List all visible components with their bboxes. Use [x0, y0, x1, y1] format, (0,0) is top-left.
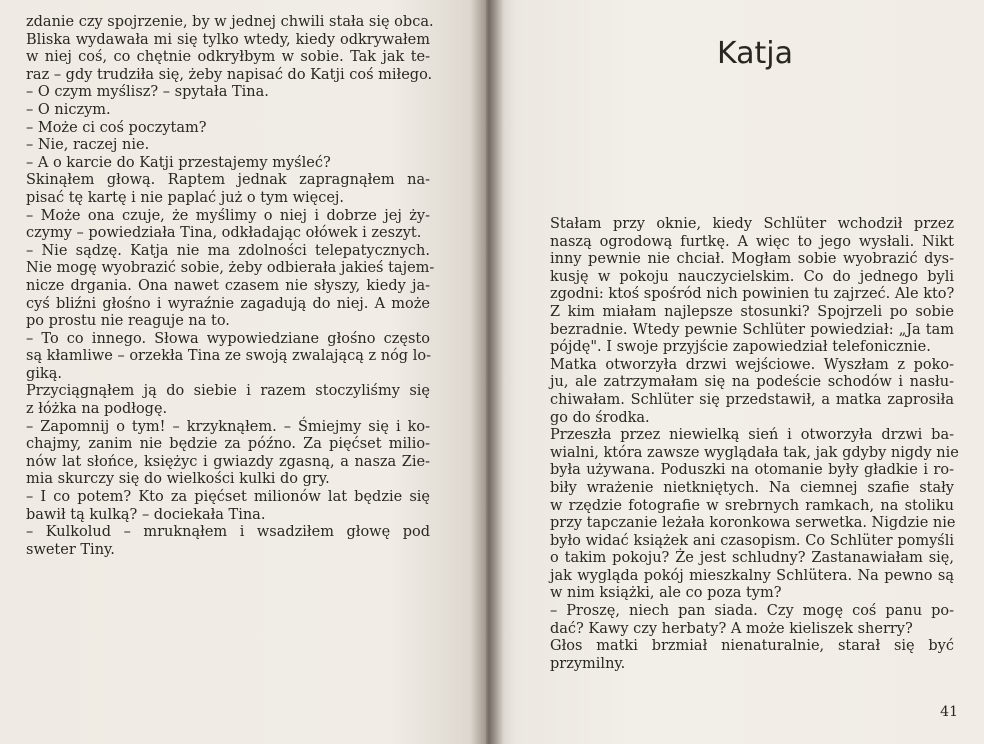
text-line: w niej coś, co chętnie odkryłbym w sobie. Tak jak te- [26, 49, 430, 66]
text-line: chajmy, zanim nie będzie za późno. Za pięćset milio- [26, 436, 430, 453]
text-line: w nim książki, ale co poza tym? [550, 585, 782, 602]
text-line: kusję w pokoju nauczycielskim. Co do jednego byli [550, 268, 954, 285]
left-page [0, 0, 486, 744]
text-line: – To co innego. Słowa wypowiedziane głośno często [26, 330, 430, 347]
text-line: cyś bliźni głośno i wyraźnie zagadują do niej. A może [26, 295, 430, 312]
text-line: pójdę". I swoje przyjście zapowiedział telefonicznie. [550, 339, 931, 356]
text-line: – Nie, raczej nie. [26, 137, 150, 154]
text-line: Stałam przy oknie, kiedy Schlüter wchodził przez [550, 216, 954, 232]
text-line: dać? Kawy czy herbaty? A może kieliszek sherry? [550, 620, 913, 637]
text-line: pisać tę kartę i nie paplać już o tym więcej. [26, 189, 345, 206]
book-gutter [470, 0, 504, 744]
text-line: Przeszła przez niewielką sień i otworzyła drzwi ba- [550, 427, 954, 444]
text-line: są kłamliwe – orzekła Tina ze swoją zwalającą z nóg lo- [26, 348, 431, 365]
text-line: – Nie sądzę. Katja nie ma zdolności telepatycznych. [26, 242, 430, 259]
text-line: czymy – powiedziała Tina, odkładając ołówek i zeszyt. [26, 225, 422, 242]
text-line: jak wygląda pokój mieszkalny Schlütera. Na pewno są [550, 567, 954, 584]
text-line: sweter Tiny. [26, 541, 115, 558]
text-line: naszą ogrodową furtkę. A więc to jego wysłali. Nikt [550, 233, 954, 250]
right-page [486, 0, 984, 744]
text-line: giką. [26, 365, 62, 382]
chapter-title: Katja [716, 36, 793, 72]
text-line: Przyciągnąłem ją do siebie i razem stoczyliśmy się [26, 383, 430, 400]
text-line: zgodni: ktoś spośród nich powinien tu zajrzeć. Ale kto? [550, 286, 955, 303]
page-number: 41 [940, 704, 958, 720]
text-line: była używana. Poduszki na otomanie były gładkie i ro- [550, 462, 954, 479]
text-line: – Proszę, niech pan siada. Czy mogę coś panu po- [550, 603, 954, 620]
text-line: inny pewnie nie chciał. Mogłam sobie wyobrazić dys- [550, 251, 954, 268]
text-line: przy tapczanie leżała koronkowa serwetka. Nigdzie nie [550, 515, 956, 532]
text-line: bawił tą kulką? – dociekała Tina. [26, 506, 266, 523]
text-line: Skinąłem głową. Raptem jednak zapragnąłem na- [26, 172, 430, 189]
text-line: nicze drgania. Ona nawet czasem nie słyszy, kiedy ja- [26, 277, 430, 294]
text-line: – O czym myślisz? – spytała Tina. [26, 84, 269, 101]
text-line: wialni, która zawsze wyglądała tak, jak gdyby nigdy nie [550, 444, 959, 461]
text-line: – A o karcie do Katji przestajemy myśleć? [26, 154, 331, 171]
text-line: mia skurczy się do wielkości kulki do gry. [26, 471, 330, 488]
text-line: Bliska wydawała mi się tylko wtedy, kiedy odkrywałem [26, 31, 430, 48]
text-line: – O niczym. [26, 101, 111, 118]
text-line: Z kim miałam najlepsze stosunki? Spojrzeli po sobie [550, 303, 954, 320]
text-line: ju, ale zatrzymałam się na podeście schodów i nasłu- [550, 374, 954, 391]
text-line: Nie mogę wyobrazić sobie, żeby odbierała jakieś tajem- [26, 260, 435, 277]
text-line: bezradnie. Wtedy pewnie Schlüter powiedział: „Ja tam [550, 321, 954, 338]
text-line: o takim pokoju? Że jest schludny? Zastanawiałam się, [550, 550, 954, 567]
text-line: – Zapomnij o tym! – krzyknąłem. – Śmiejmy się i ko- [26, 418, 430, 435]
text-line: przymilny. [550, 655, 626, 672]
left-page-text [26, 14, 435, 559]
text-line: go do środka. [550, 409, 650, 426]
right-page-text [550, 216, 959, 673]
text-line: po prostu nie reaguje na to. [26, 313, 230, 330]
text-line: zdanie czy spojrzenie, by w jednej chwili stała się obca. [26, 14, 434, 30]
text-line: – Może ci coś poczytam? [26, 119, 207, 136]
text-line: raz – gdy trudziła się, żeby napisać do Katji coś miłego. [26, 66, 433, 83]
text-line: chiwałam. Schlüter się przedstawił, a matka zaprosiła [550, 391, 954, 408]
text-line: – Może ona czuje, że myślimy o niej i dobrze jej ży- [26, 207, 430, 224]
text-line: nów lat słońce, księżyc i gwiazdy zgasną, a nasza Zie- [26, 453, 430, 470]
text-line: biły wrażenie nietkniętych. Na ciemnej szafie stały [550, 479, 954, 496]
text-line: z łóżka na podłogę. [26, 401, 168, 418]
text-line: – I co potem? Kto za pięćset milionów lat będzie się [26, 489, 430, 506]
text-line: Głos matki brzmiał nienaturalnie, starał się być [550, 638, 954, 655]
text-line: Matka otworzyła drzwi wejściowe. Wyszłam z poko- [550, 356, 954, 373]
text-line: było widać książek ani czasopism. Co Schlüter pomyśli [550, 532, 954, 549]
text-line: – Kulkolud – mruknąłem i wsadziłem głowę pod [26, 524, 430, 541]
text-line: w rzędzie fotografie w srebrnych ramkach, na stoliku [550, 497, 954, 514]
